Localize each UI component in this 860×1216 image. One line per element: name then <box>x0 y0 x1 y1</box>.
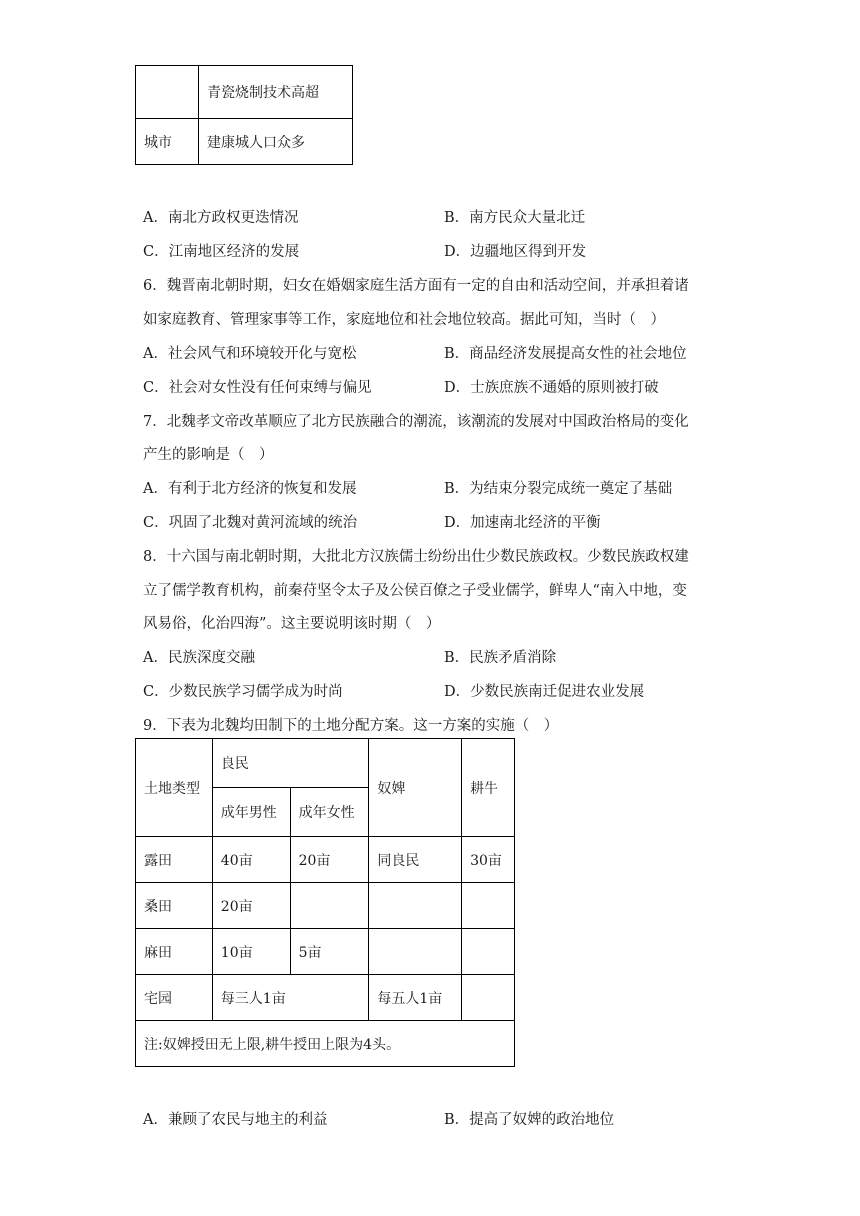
table-cell: 5亩 <box>290 929 369 975</box>
q5-option-b[interactable]: B．南方民众大量北迁 <box>444 210 586 226</box>
table-cell <box>369 883 462 929</box>
q8-stem-line-1: 8．十六国与南北朝时期，大批北方汉族儒士纷纷出仕少数民族政权。少数民族政权建 <box>143 549 689 565</box>
table-cell: 10亩 <box>212 929 290 975</box>
q9-option-a[interactable]: A．兼顾了农民与地主的利益 <box>143 1112 328 1128</box>
header-niu: 耕牛 <box>462 739 515 837</box>
q5-option-c[interactable]: C．江南地区经济的发展 <box>143 244 300 260</box>
q7-option-c[interactable]: C．巩固了北魏对黄河流域的统治 <box>143 515 358 531</box>
q5-option-d[interactable]: D．边疆地区得到开发 <box>444 244 587 260</box>
table-cell: 每五人1亩 <box>369 975 462 1021</box>
table-cell <box>290 883 369 929</box>
q8-option-b[interactable]: B．民族矛盾消除 <box>444 650 557 666</box>
table-cell: 麻田 <box>136 929 213 975</box>
q6-stem-line-1: 6．魏晋南北朝时期，妇女在婚姻家庭生活方面有一定的自由和活动空间，并承担着诸 <box>143 278 689 294</box>
table-row <box>136 975 515 1021</box>
q7-option-a[interactable]: A．有利于北方经济的恢复和发展 <box>143 481 357 497</box>
q8-stem-line-2: 立了儒学教育机构，前秦苻坚令太子及公侯百僚之子受业儒学，鲜卑人“南入中地，变 <box>143 583 687 599</box>
q6-option-a[interactable]: A．社会风气和环境较开化与宽松 <box>143 346 357 362</box>
table-cell: 露田 <box>136 837 213 883</box>
q5-option-a[interactable]: A．南北方政权更迭情况 <box>143 210 299 226</box>
q9-stem-line-1: 9．下表为北魏均田制下的土地分配方案。这一方案的实施（ ） <box>143 718 559 734</box>
header-land-type: 土地类型 <box>136 739 213 837</box>
q8-option-d[interactable]: D．少数民族南迁促进农业发展 <box>444 684 645 700</box>
table-cell <box>369 929 462 975</box>
q6-option-c[interactable]: C．社会对女性没有任何束缚与偏见 <box>143 380 372 396</box>
land-allocation-table <box>135 738 515 1067</box>
q8-option-c[interactable]: C．少数民族学习儒学成为时尚 <box>143 684 343 700</box>
table-cell: 城市 <box>136 119 199 165</box>
q6-stem-line-2: 如家庭教育、管理家事等工作，家庭地位和社会地位较高。据此可知，当时（ ） <box>143 312 665 328</box>
q8-stem-line-3: 风易俗，化治四海”。这主要说明该时期（ ） <box>143 616 441 632</box>
table-cell: 同良民 <box>369 837 462 883</box>
q6-option-b[interactable]: B．商品经济发展提高女性的社会地位 <box>444 346 687 362</box>
table-cell: 20亩 <box>212 883 290 929</box>
q7-option-b[interactable]: B．为结束分裂完成统一奠定了基础 <box>444 481 673 497</box>
q6-option-d[interactable]: D．士族庶族不通婚的原则被打破 <box>444 380 659 396</box>
header-nubi: 奴婢 <box>369 739 462 837</box>
header-liangmin: 良民 <box>212 739 369 788</box>
header-female: 成年女性 <box>290 788 369 837</box>
city-table <box>135 65 353 165</box>
table-cell <box>462 883 515 929</box>
table-cell: 宅园 <box>136 975 213 1021</box>
table-cell: 桑田 <box>136 883 213 929</box>
q7-stem-line-2: 产生的影响是（ ） <box>143 447 274 463</box>
q7-stem-line-1: 7．北魏孝文帝改革顺应了北方民族融合的潮流，该潮流的发展对中国政治格局的变化 <box>143 414 689 430</box>
q7-option-d[interactable]: D．加速南北经济的平衡 <box>444 515 601 531</box>
q8-option-a[interactable]: A．民族深度交融 <box>143 650 255 666</box>
table-cell: 30亩 <box>462 837 515 883</box>
table-note: 注:奴婢授田无上限,耕牛授田上限为4头。 <box>136 1021 515 1067</box>
table-cell <box>462 975 515 1021</box>
table-cell <box>462 929 515 975</box>
table-cell: 20亩 <box>290 837 369 883</box>
table-cell: 每三人1亩 <box>212 975 369 1021</box>
header-male: 成年男性 <box>212 788 290 837</box>
table-row <box>136 837 515 883</box>
table-cell: 青瓷烧制技术高超 <box>199 66 353 119</box>
table-cell: 40亩 <box>212 837 290 883</box>
table-row <box>136 929 515 975</box>
table-cell: 建康城人口众多 <box>199 119 353 165</box>
table-row <box>136 883 515 929</box>
q9-option-b[interactable]: B．提高了奴婢的政治地位 <box>444 1112 615 1128</box>
table-cell <box>136 66 199 119</box>
